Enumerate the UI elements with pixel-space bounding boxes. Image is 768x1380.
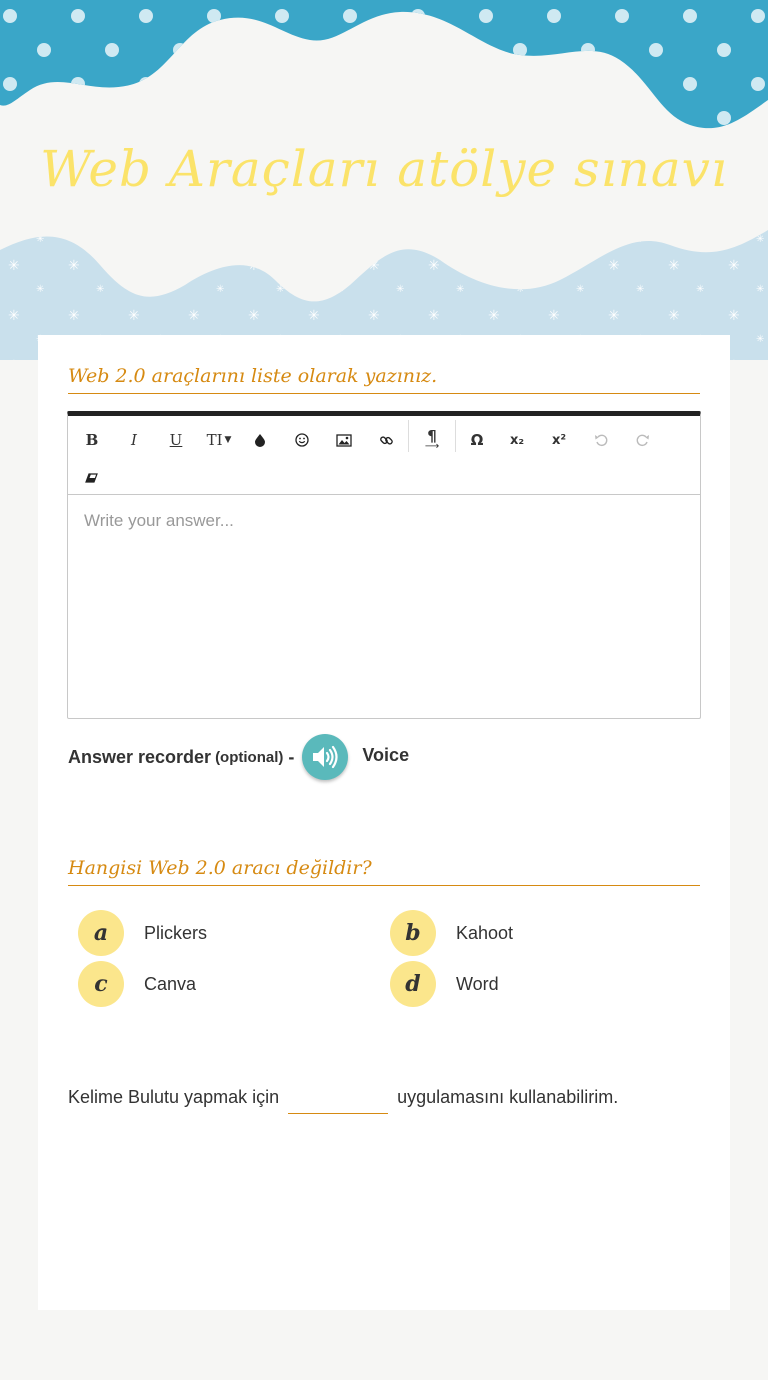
eraser-icon[interactable] bbox=[77, 463, 107, 493]
option-a-text: Plickers bbox=[144, 922, 208, 943]
superscript-button[interactable]: x² bbox=[551, 432, 567, 448]
redo-icon[interactable] bbox=[628, 425, 658, 455]
question-2-title: Hangisi Web 2.0 aracı değildir? bbox=[68, 857, 700, 886]
paragraph-label: ¶ bbox=[427, 427, 437, 445]
image-icon[interactable] bbox=[329, 425, 359, 455]
fill-text-after: uygulamasını kullanabilirim. bbox=[397, 1087, 619, 1107]
link-icon[interactable] bbox=[371, 425, 401, 455]
option-d[interactable] bbox=[390, 961, 499, 1007]
blank-input[interactable] bbox=[288, 1089, 388, 1114]
option-c[interactable] bbox=[78, 961, 196, 1007]
option-d-letter: d bbox=[390, 961, 436, 1007]
option-c-text: Canva bbox=[144, 973, 197, 994]
option-a[interactable] bbox=[78, 910, 207, 956]
worksheet-card bbox=[38, 335, 730, 1310]
page-title: Web Araçları atölye sınavı bbox=[40, 140, 728, 198]
speaker-icon bbox=[310, 744, 340, 770]
fill-text-before: Kelime Bulutu yapmak için bbox=[68, 1087, 280, 1107]
text-size-label: TI bbox=[206, 431, 223, 449]
header-banner bbox=[0, 0, 768, 360]
undo-icon[interactable] bbox=[586, 425, 616, 455]
option-b[interactable] bbox=[390, 910, 513, 956]
underline-button[interactable]: U bbox=[169, 431, 183, 449]
option-b-letter: b bbox=[390, 910, 436, 956]
option-d-text: Word bbox=[456, 973, 499, 994]
italic-button[interactable]: I bbox=[131, 431, 137, 449]
answer-textarea[interactable]: Write your answer... bbox=[84, 511, 234, 530]
bold-button[interactable]: B bbox=[85, 431, 99, 449]
editor-toolbar bbox=[68, 416, 700, 495]
voice-label: Voice bbox=[362, 744, 410, 765]
color-drop-icon[interactable] bbox=[245, 425, 275, 455]
toolbar-divider bbox=[455, 420, 456, 452]
text-size-button[interactable] bbox=[199, 425, 239, 455]
option-b-text: Kahoot bbox=[456, 922, 514, 943]
rich-text-editor bbox=[67, 411, 701, 719]
special-characters-button[interactable]: Ω bbox=[470, 431, 484, 449]
question-1-title: Web 2.0 araçlarını liste olarak yazınız. bbox=[68, 365, 700, 394]
voice-record-button[interactable] bbox=[302, 734, 348, 780]
arrow-right-icon: ⟶ bbox=[424, 441, 440, 452]
recorder-optional: (optional) bbox=[215, 748, 284, 766]
recorder-label: Answer recorder bbox=[68, 746, 212, 767]
toolbar-divider bbox=[408, 420, 409, 452]
emoji-icon[interactable] bbox=[287, 425, 317, 455]
paragraph-direction-button[interactable] bbox=[417, 425, 447, 455]
fill-in-blank-question bbox=[68, 1085, 618, 1110]
subscript-button[interactable]: x₂ bbox=[509, 432, 525, 448]
option-a-letter: a bbox=[78, 910, 124, 956]
option-c-letter: c bbox=[78, 961, 124, 1007]
answer-recorder bbox=[68, 733, 409, 781]
caret-down-icon: ▼ bbox=[224, 435, 232, 445]
recorder-dash: - bbox=[288, 746, 295, 767]
